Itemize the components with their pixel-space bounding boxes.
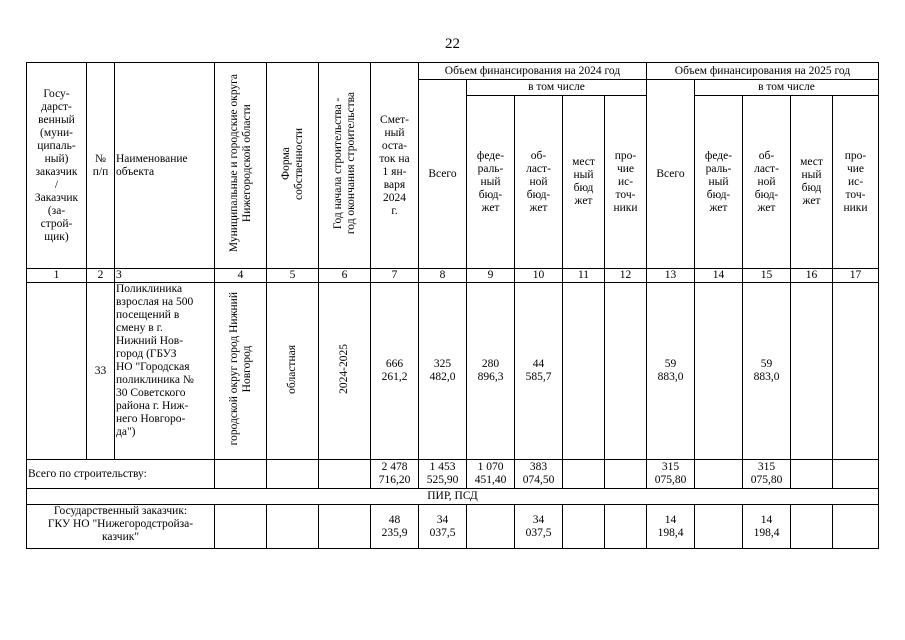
cell-other-2024 <box>605 283 647 460</box>
header-years: Год начала строительства - год окончания строительства <box>319 63 371 269</box>
header-estimate: Смет- ный оста- ток на 1 ян- варя 2024 г. <box>371 63 419 269</box>
col-number: 14 <box>695 269 743 283</box>
empty-cell <box>833 460 879 489</box>
empty-cell <box>267 460 319 489</box>
empty-cell <box>605 505 647 549</box>
header-municipality: Муниципальные и городские округа Нижегородской области <box>215 63 267 269</box>
col-number: 17 <box>833 269 879 283</box>
col-number: 6 <box>319 269 371 283</box>
col-number: 13 <box>647 269 695 283</box>
header-local-2024: мест ный бюд жет <box>563 96 605 269</box>
empty-cell <box>605 460 647 489</box>
cell-federal-2025 <box>695 283 743 460</box>
subtotal-federal-2024: 1 070 451,40 <box>467 460 515 489</box>
header-total-2024: Всего <box>419 80 467 269</box>
header-num: № п/п <box>87 63 115 269</box>
header-incl-2025: в том числе <box>695 80 879 96</box>
cell-ownership: областная <box>267 283 319 460</box>
header-customer: Госу- дарст- венный (муни- ципаль- ный) заказчик / Заказчик (за- строй- щик) <box>27 63 87 269</box>
header-other-2024: про- чие ис- точ- ники <box>605 96 647 269</box>
empty-cell <box>563 505 605 549</box>
cell-estimate: 666 261,2 <box>371 283 419 460</box>
cell-other-2025 <box>833 283 879 460</box>
col-number: 3 <box>115 269 215 283</box>
subtotal-total-2024: 1 453 525,90 <box>419 460 467 489</box>
cell-years: 2024-2025 <box>319 283 371 460</box>
col-number: 2 <box>87 269 115 283</box>
empty-cell <box>791 460 833 489</box>
col-number: 5 <box>267 269 319 283</box>
cell-regional-2024: 44 585,7 <box>515 283 563 460</box>
col-number: 11 <box>563 269 605 283</box>
customer-label: Государственный заказчик: ГКУ НО "Нижегородстройза- казчик" <box>27 505 215 549</box>
empty-cell <box>267 505 319 549</box>
cell-total-2024: 325 482,0 <box>419 283 467 460</box>
header-local-2025: мест ный бюд жет <box>791 96 833 269</box>
subtotal-regional-2025: 315 075,80 <box>743 460 791 489</box>
header-regional-2024: об- ласт- ной бюд- жет <box>515 96 563 269</box>
subtotal-row <box>27 460 879 489</box>
customer-row <box>27 505 879 549</box>
cell-regional-2025: 59 883,0 <box>743 283 791 460</box>
page-number: 22 <box>445 36 460 52</box>
col-number: 15 <box>743 269 791 283</box>
section-row <box>27 489 879 505</box>
header-federal-2025: феде- раль- ный бюд- жет <box>695 96 743 269</box>
header-fin-2024: Объем финансирования на 2024 год <box>419 63 647 80</box>
subtotal-estimate: 2 478 716,20 <box>371 460 419 489</box>
col-number: 9 <box>467 269 515 283</box>
empty-cell <box>467 505 515 549</box>
header-federal-2024: феде- раль- ный бюд- жет <box>467 96 515 269</box>
cell-local-2024 <box>563 283 605 460</box>
customer-regional-2025: 14 198,4 <box>743 505 791 549</box>
column-numbers-row <box>27 269 879 283</box>
customer-regional-2024: 34 037,5 <box>515 505 563 549</box>
col-number: 16 <box>791 269 833 283</box>
col-number: 12 <box>605 269 647 283</box>
empty-cell <box>215 505 267 549</box>
cell-local-2025 <box>791 283 833 460</box>
col-number: 8 <box>419 269 467 283</box>
col-number: 10 <box>515 269 563 283</box>
col-number: 1 <box>27 269 87 283</box>
empty-cell <box>695 505 743 549</box>
table-row <box>27 283 879 460</box>
customer-total-2024: 34 037,5 <box>419 505 467 549</box>
subtotal-regional-2024: 383 074,50 <box>515 460 563 489</box>
empty-cell <box>563 460 605 489</box>
header-name: Наименование объекта <box>115 63 215 269</box>
col-number: 7 <box>371 269 419 283</box>
header-other-2025: про- чие ис- точ- ники <box>833 96 879 269</box>
empty-cell <box>791 505 833 549</box>
col-number: 4 <box>215 269 267 283</box>
cell-num: 33 <box>87 283 115 460</box>
header-incl-2024: в том числе <box>467 80 647 96</box>
customer-total-2025: 14 198,4 <box>647 505 695 549</box>
empty-cell <box>833 505 879 549</box>
customer-estimate: 48 235,9 <box>371 505 419 549</box>
empty-cell <box>215 460 267 489</box>
cell-municipality: городской округ город Нижний Новгород <box>215 283 267 460</box>
empty-cell <box>695 460 743 489</box>
cell-total-2025: 59 883,0 <box>647 283 695 460</box>
subtotal-total-2025: 315 075,80 <box>647 460 695 489</box>
empty-cell <box>319 460 371 489</box>
header-fin-2025: Объем финансирования на 2025 год <box>647 63 879 80</box>
header-ownership: Форма собственности <box>267 63 319 269</box>
financing-table <box>26 62 879 549</box>
cell-customer <box>27 283 87 460</box>
empty-cell <box>319 505 371 549</box>
section-title: ПИР, ПСД <box>27 489 879 505</box>
cell-object-name: Поликлиника взрослая на 500 посещений в смену в г. Нижний Нов- город (ГБУЗ НО "Городская поликлиника № 30 Советского района г. Ниж- него Новгоро- да") <box>115 283 215 460</box>
header-total-2025: Всего <box>647 80 695 269</box>
cell-federal-2024: 280 896,3 <box>467 283 515 460</box>
header-regional-2025: об- ласт- ной бюд- жет <box>743 96 791 269</box>
subtotal-label: Всего по строительству: <box>27 460 215 489</box>
